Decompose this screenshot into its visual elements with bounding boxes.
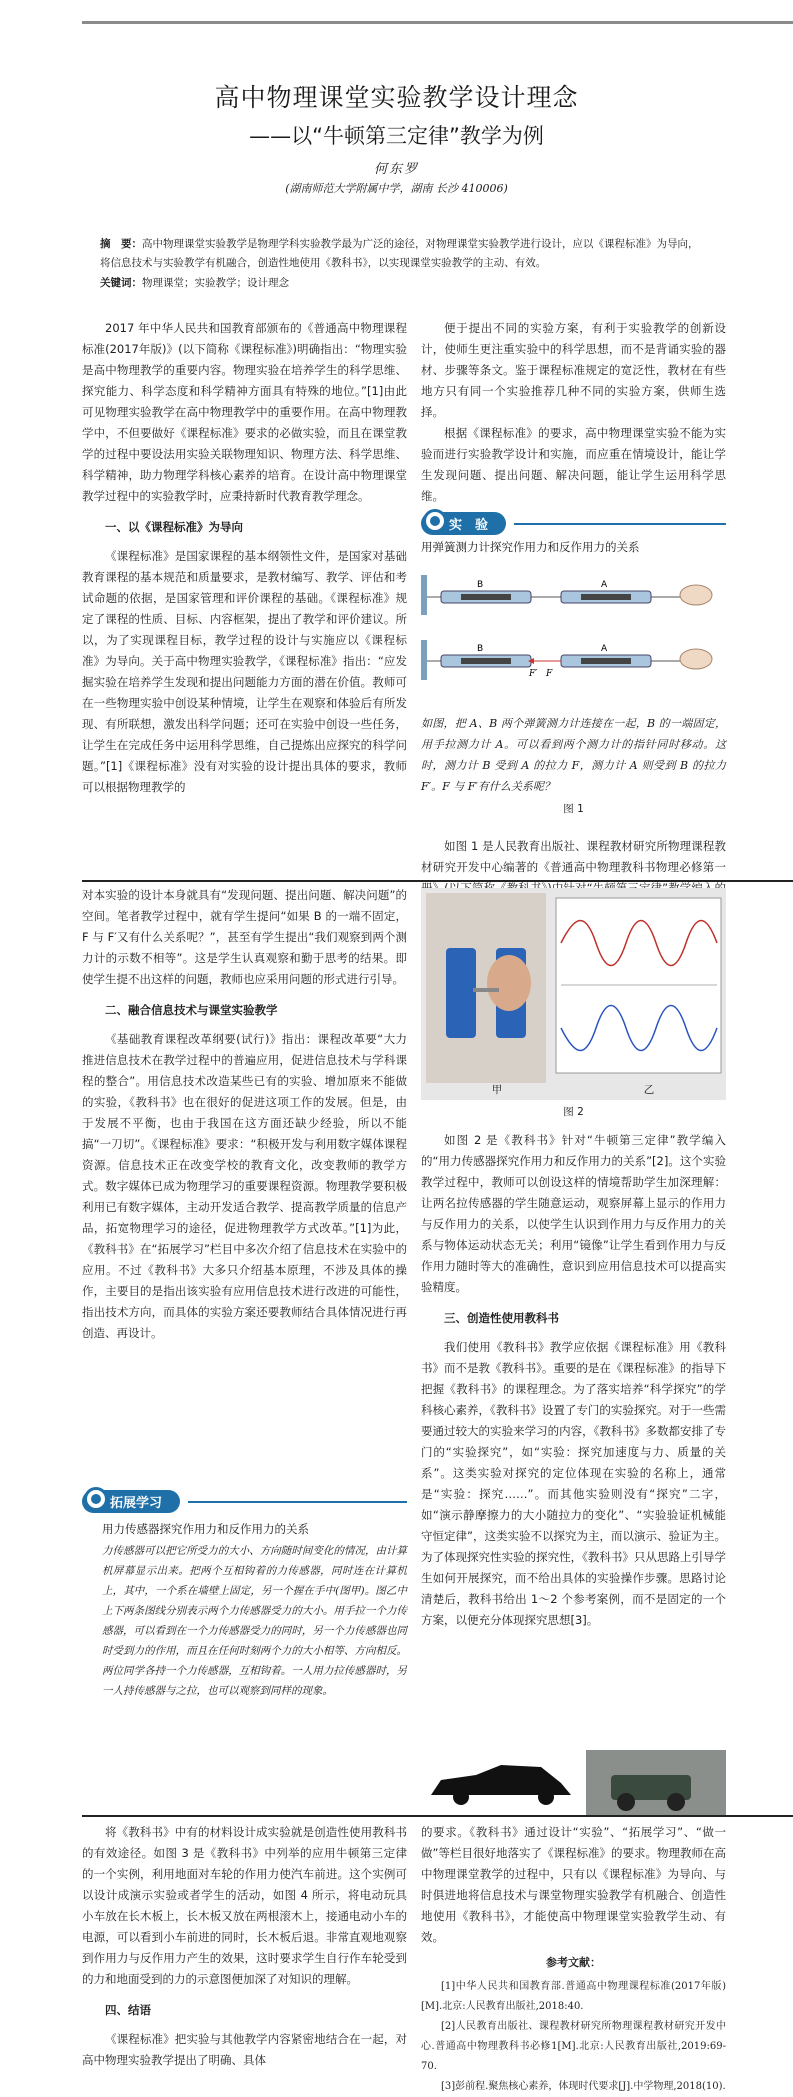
section-heading-1: 一、以《课程标准》为导向 xyxy=(105,520,243,534)
svg-text:B: B xyxy=(477,580,484,590)
spring-scale-setup-top xyxy=(421,575,712,615)
paragraph: 如图 1 是人民教育出版社、课程教材研究所物理课程教材研究开发中心编著的《普通高中物理教科书物理必修第一 xyxy=(421,839,726,874)
figure-2-left-label: 甲 xyxy=(491,1084,503,1096)
hand-photo xyxy=(487,955,531,1011)
spring-scale-figure xyxy=(421,555,726,705)
left-column-3 xyxy=(82,1822,407,2067)
paragraph: 对本实验的设计本身就具有“发现问题、提出问题、解决问题”的空间。笔者教学过程中，就有学生提问“如果 B 的一端不固定，F 与 F′又有什么关系呢？”，甚至有学生提出“我们观察到两个测力计的示数不相等”。这是学生认真观察和勤于思考的结果。即使学生提不出这样的问题，教师也应采用问题的形式进行引导。 xyxy=(82,888,407,986)
abstract xyxy=(100,235,700,273)
experiment-box xyxy=(421,512,726,816)
car-graphic xyxy=(421,1745,726,1815)
figure-2 xyxy=(421,888,726,1100)
section-heading-4: 四、结语 xyxy=(105,2003,151,2017)
hand xyxy=(680,585,712,605)
svg-text:A: A xyxy=(601,644,608,654)
section-rule-1 xyxy=(82,880,793,882)
references-title: 参考文献： xyxy=(546,1956,601,1969)
experiment-badge xyxy=(421,512,506,535)
experiment-title: 用弹簧测力计探究作用力和反作用力的关系 xyxy=(421,540,640,554)
svg-text:F: F xyxy=(546,669,553,679)
figure-2-graphic xyxy=(421,888,726,1100)
extension-box xyxy=(82,1490,407,1745)
experiment-badge-label: 实 验 xyxy=(449,518,489,533)
keywords-label: 关键词： xyxy=(100,277,142,289)
spring-scale-setup-bottom xyxy=(421,640,712,680)
page-subtitle: ——以“牛顿第三定律”教学为例 xyxy=(249,124,544,148)
page-title: 高中物理课堂实验教学设计理念 xyxy=(214,83,579,112)
top-bar xyxy=(82,21,793,24)
extension-caption: 力传感器可以把它所受力的大小、方向随时间变化的情况，由计算机屏幕显示出来。把两个互相钩着的力传感器，同时连在计算机上，其中，一个系在墙壁上固定，另一个握在手中(图甲)。图乙中上下两条图线分别表示两个力传感器受力的大小。用手拉一个力传感器，可以看到在一个力传感器受力的同时，另一个力传感器也同时受到力的作用，而且在任何时刻两个力的大小相等、方向相反。两位同学各持一个力传感器，互相钩着。一人用力拉传感器时，另一人持传感器与之拉，也可以观察到同样的现象。 xyxy=(102,1545,407,1697)
photo-yi xyxy=(556,898,721,1073)
section-heading-3: 三、创造性使用教科书 xyxy=(444,1311,559,1325)
paragraph: 将《教科书》中有的材料设计成实验就是创造性使用教科书的有效途径。如图 3 是《教科书》中列举的应用牛顿第三定律的一个实例，利用地面对车轮的作用力使汽车前进。这个实例可以设计成演示实验或者学生的活动，如图 4 所示，将电动玩具小车放在长木板上，长木板又放在两根滚木上，接通电动小车的电源，可以看到小车前进的同时，长木板后退。非常直观地观察到作用力与反作用力产生的效果，这时要求学生自行作车轮受到的力和地面受到的力的示意图便加深了对知识的理解。 xyxy=(82,1825,407,1986)
paragraph: 《基础教育课程改革纲要(试行)》指出：课程改革要“大力推进信息技术在教学过程中的普遍应用，促进信息技术与学科课程的整合”。用信息技术改造某些已有的实验、增加原来不能做的实验，《教科书》也在很好的促进这项工作的发展。但是，由于发展不平衡，也由于我国在这方面还缺少经验，所以不能搞“一刀切”。《课程标准》要求：“积极开发与利用数字媒体课程资源。信息技术正在改变学校的教育文化，改变教师的教学方式。数字媒体已成为物理学习的重要课程资源。物理教学要积极利用已有数字媒体，主动开发适合教学、提高教学质量的信息产品，拓宽物理学习的途径，促进物理教学方式改革。”[1]为此，《教科书》在“拓展学习”栏目中多次介绍了信息技术在实验中的应用。不过《教科书》大多只介绍基本原理，不涉及具体的操作，主要目的是指出该实验有应用信息技术进行改进的可能性，指出技术方向，而具体的实验方案还要教师结合具体情况进行再创造、再设计。 xyxy=(82,1032,407,1340)
paragraph: 《课程标准》把实验与其他教学内容紧密地结合在一起，对高中物理实验教学提出了明确、具体 xyxy=(82,2032,407,2067)
extension-box-header xyxy=(82,1490,407,1513)
experiment-caption: 如图，把 A、B 两个弹簧测力计连接在一起，B 的一端固定，用手拉测力计 A。可以看到两个测力计的指针同时移动。这时，测力计 B 受到 A 的拉力 F，测力计 A 则受到 B 的拉力 F′。F 与 F′有什么关系呢？ xyxy=(421,717,726,793)
affiliation: (湖南师范大学附属中学，湖南 长沙 410006) xyxy=(285,182,508,195)
wall xyxy=(421,575,427,615)
abstract-label: 摘 要： xyxy=(100,238,142,250)
section-rule-2 xyxy=(82,1815,793,1817)
abstract-text: 高中物理课堂实验教学是物理学科实验教学最为广泛的途径，对物理课堂实验教学进行设计，应以《课程标准》为导向，将信息技术与实验教学有机融合，创造性地使用《教科书》，以实现课堂实验教学的主动、有效。 xyxy=(100,238,699,269)
right-column-1b xyxy=(421,836,726,880)
paragraph: 我们使用《教科书》教学应依据《课程标准》用《教科书》而不是教《教科书》。重要的是在《课程标准》的指导下把握《教科书》的课程理念。为了落实培养“科学探究”的学科核心素养，《教科书》设置了专门的实验探究。对于一些需要通过较大的实验来学习的内容，《教科书》多数都安排了专门的“实验探究”，如“实验：探究加速度与力、质量的关系”。这类实验对探究的定位体现在实验的名称上，通常是“实验：探究……”。而其他实验则没有“探究”二字，如“演示静摩擦力的大小随拉力的变化”、“实验验证机械能守恒定律”，这类实验不以探究为主，而以演示、验证为主。为了体现探究性实验的探究性，《教科书》只从思路上引导学生如何开展探究，而不给出具体的实验操作步骤。思路讨论清楚后，教科书给出 1～2 个参考案例，而不是固定的一个方案，以便充分体现探究思想[3]。 xyxy=(421,1340,726,1627)
car-images xyxy=(421,1745,726,1815)
right-column-3 xyxy=(421,1822,726,2092)
paragraph: 根据《课程标准》的要求，高中物理课堂实验不能为实验而进行实验教学设计和实施，而应重在情境设计，能让学生发现问题、提出问题、解决问题，能让学生运用科学思维。 xyxy=(421,426,726,503)
extension-badge xyxy=(82,1490,180,1513)
keywords-text: 物理课堂；实验教学；设计理念 xyxy=(142,277,289,289)
force-sensor-left xyxy=(446,948,476,1038)
section-heading-2: 二、融合信息技术与课堂实验教学 xyxy=(105,1003,278,1017)
box-divider xyxy=(188,1501,407,1503)
references xyxy=(421,1977,726,2097)
experiment-badge-icon xyxy=(423,509,447,533)
box-divider xyxy=(514,523,726,525)
extension-badge-icon xyxy=(84,1487,108,1511)
svg-text:B: B xyxy=(477,644,484,654)
reference-item: [2]人民教育出版社、课程教材研究所物理课程教材研究开发中心.普通高中物理教科书必修1[M].北京:人民教育出版社,2019:69-70. xyxy=(421,2021,726,2072)
reference-item: [1]中华人民共和国教育部.普通高中物理课程标准(2017年版)[M].北京:人民教育出版社,2018:40. xyxy=(421,1981,726,2012)
svg-text:A: A xyxy=(601,580,608,590)
paragraph: 的要求。《教科书》通过设计“实验”、“拓展学习”、“做一做”等栏目很好地落实了《课程标准》的要求。物理教师在高中物理课堂教学的过程中，只有以《课程标准》为导向、与时俱进地将信息技术与课堂物理实验教学有机融合、创造性地使用《教科书》，才能使高中物理课堂实验教学生动、有效。 xyxy=(421,1825,726,1944)
right-column-2 xyxy=(421,1130,726,1740)
reference-item: [3]彭前程.聚焦核心素养，体现时代要求[J].中学物理,2018(10). xyxy=(441,2081,726,2092)
right-column-1 xyxy=(421,318,726,507)
figure-2-right-label: 乙 xyxy=(643,1084,655,1096)
paragraph: 《课程标准》是国家课程的基本纲领性文件，是国家对基础教育课程的基本规范和质量要求，是教材编写、教学、评估和考试命题的依据，是国家管理和评价课程的基础。《课程标准》规定了课程的性质、目标、内容框架，提出了教学和评价建议。所以，为了实现课程目标，教学过程的设计与实施应以《课程标准》为导向。关于高中物理实验教学，《课程标准》指出：“应发掘实验在培养学生发现和提出问题能力方面的潜在价值。教师可在一些物理实验中创设某种情境，让学生在观察和体验后有所发现、有所联想，激发出科学问题；还可在实验中创设一些任务，让学生在完成任务中运用科学思维，自己提炼出应探究的科学问题。”[1]《课程标准》没有对实验的设计提出具体的要求，教师可以根据物理教学的 xyxy=(82,549,407,794)
left-column-1 xyxy=(82,318,407,878)
svg-text:F′: F′ xyxy=(529,669,538,679)
paragraph: 如图 2 是《教科书》针对“牛顿第三定律”教学编入的“用力传感器探究作用力和反作用力的关系”[2]。这个实验教学过程中，教师可以创设这样的情境帮助学生加深理解：让两名拉传感器的学生随意运动，观察屏幕上显示的作用力与反作用力的关系，以使学生认识到作用力与反作用力的关系与物体运动状态无关；利用“镜像”让学生看到作用力与反作用力随时等大的准确性，意识到应用信息技术可以提高实验精度。 xyxy=(421,1133,726,1294)
figure-2-label: 图 2 xyxy=(563,1106,584,1118)
figure-1-label: 图 1 xyxy=(563,803,584,815)
experiment-box-header xyxy=(421,512,726,535)
keywords xyxy=(100,274,700,293)
paragraph: 便于提出不同的实验方案，有利于实验教学的创新设计，使师生更注重实验中的科学思想，而不是背诵实验的器材、步骤等条文。鉴于课程标准规定的宽泛性，教材在有些地方只有同一个实验推荐几种不同的实验方案，供师生选择。 xyxy=(421,321,726,419)
paragraph: 2017 年中华人民共和国教育部颁布的《普通高中物理课程标准(2017年版)》(以下简称《课程标准》)明确指出：“物理实验是高中物理教学的重要内容。物理实验在培养学生的科学思维、探究能力、科学态度和科学精神方面具有特殊的地位。”[1]由此可见物理实验教学在高中物理教学中的重要作用。在高中物理教学中，不但要做好《课程标准》要求的必做实验，而且在课堂教学的过程中要设法用实验关联物理知识、物理方法、科学思维、科学精神，助力物理学科核心素养的培育。在设计高中物理课堂教学过程中的实验教学时，应秉持新时代教育教学理念。 xyxy=(82,321,407,503)
extension-badge-label: 拓展学习 xyxy=(110,1496,163,1511)
extension-title: 用力传感器探究作用力和反作用力的关系 xyxy=(102,1522,309,1536)
left-column-2 xyxy=(82,885,407,1485)
author: 何东罗 xyxy=(373,162,419,177)
